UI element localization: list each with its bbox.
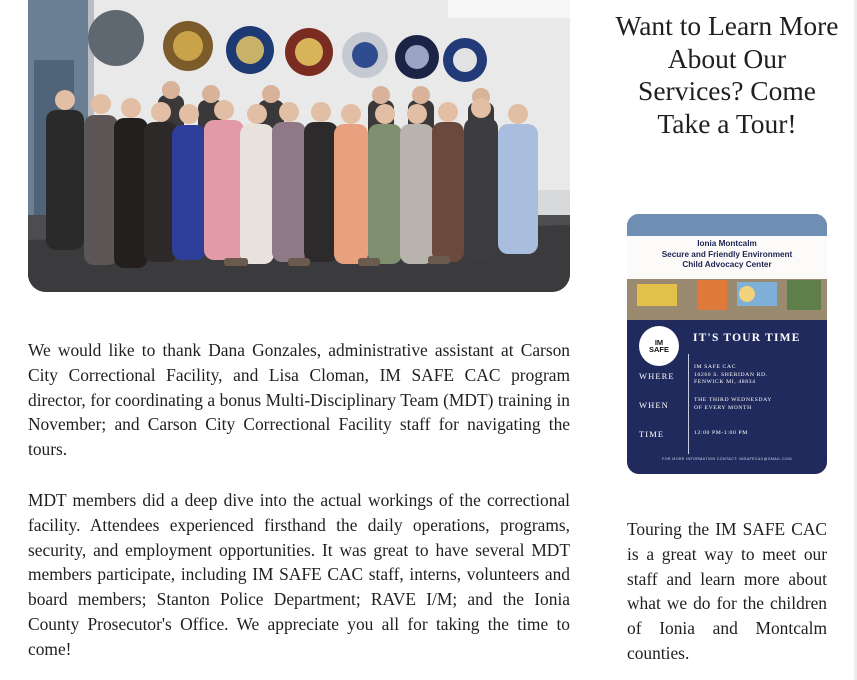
time-value: 12:00 PM-1:00 PM — [694, 430, 748, 436]
group-photo — [28, 0, 570, 292]
where-value-line-1: IM SAFE CAC — [694, 364, 736, 370]
flyer-divider — [688, 354, 689, 454]
flyer-headline: IT'S TOUR TIME — [693, 332, 801, 344]
logo-text-im: IM — [654, 337, 664, 347]
when-value-line-1: THE THIRD WEDNESDAY — [694, 397, 772, 403]
sidebar-body: Touring the IM SAFE CAC is a great way to meet our staff and learn more about what we do for the children of Ionia and Montcalm counties. — [627, 519, 827, 663]
tour-heading: Want to Learn More About Our Services? Come Take a Tour! — [615, 10, 839, 139]
flyer-title-banner — [627, 236, 827, 279]
im-safe-logo — [639, 326, 679, 366]
flyer-contact-footer: FOR MORE INFORMATION CONTACT: IMSAFECAC@GMAIL.COM — [662, 457, 792, 461]
article-body — [28, 338, 570, 662]
article-paragraph-2: MDT members did a deep dive into the actual workings of the correctional facility. Attendees experienced firsthand the daily operations, programs, security, and employment opportunities. It was great to have several MDT members participate, including IM SAFE CAC staff, interns, volunteers and board members; Stanton Police Department; RAVE I/M; and the Ionia County Prosecutor's Office. We appreciate you all for taking the time to come! — [28, 489, 570, 659]
when-value-line-2: OF EVERY MONTH — [694, 404, 752, 411]
time-label: TIME — [639, 429, 665, 439]
when-label: WHEN — [639, 400, 669, 410]
when-value — [694, 397, 822, 412]
where-value — [694, 364, 822, 387]
tour-flyer — [627, 214, 827, 474]
flyer-title-line-1: Ionia Montcalm — [697, 239, 757, 248]
where-value-line-3: FENWICK MI, 48834 — [694, 379, 756, 385]
flyer-title-line-3: Child Advocacy Center — [682, 260, 772, 269]
where-value-line-2: 10260 S. SHERIDAN RD. — [694, 371, 768, 378]
flyer-title-line-2: Secure and Friendly Environment — [661, 249, 793, 259]
group-photo-illustration — [28, 0, 570, 292]
logo-text-safe: SAFE — [648, 345, 669, 354]
where-label: WHERE — [639, 371, 675, 381]
article-paragraph-1: We would like to thank Dana Gonzales, administrative assistant at Carson City Correctional Facility, and Lisa Cloman, IM SAFE CAC program director, for coordinating a bonus Multi-Disciplinary Team (MDT) training in November; and Carson City Correctional Facility staff for navigating the tours. — [28, 340, 570, 460]
